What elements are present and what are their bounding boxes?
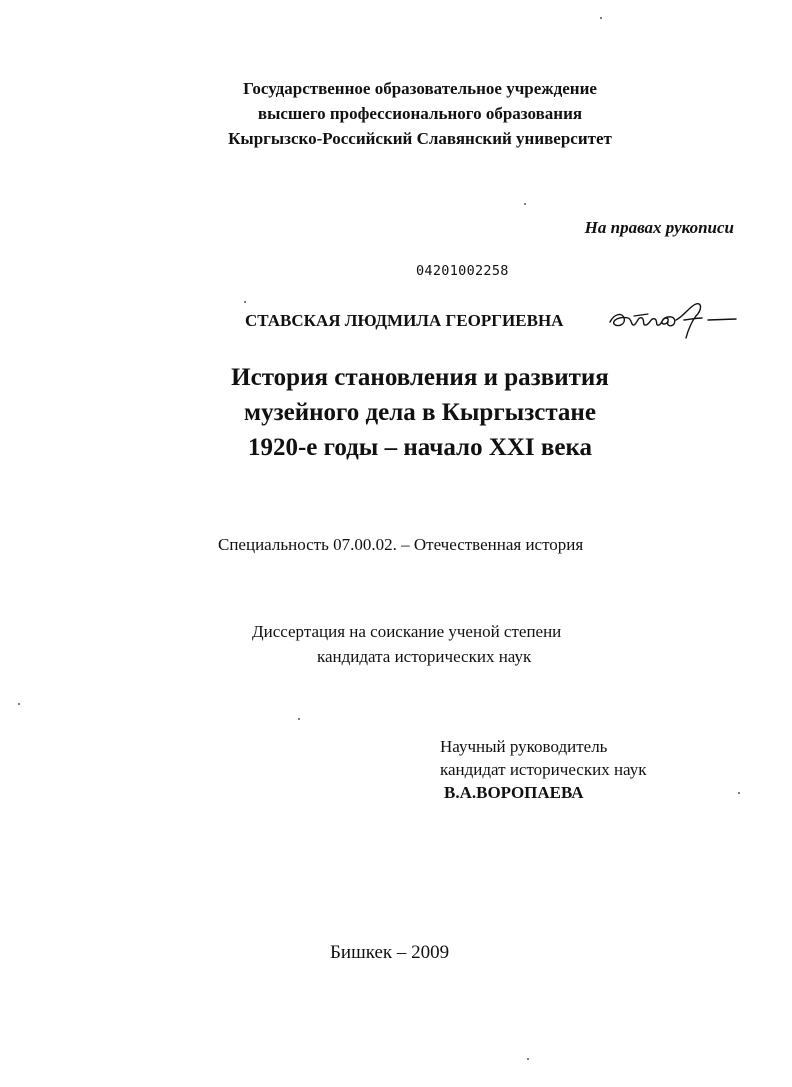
- scan-speck: [244, 301, 246, 303]
- scan-speck: [600, 17, 602, 19]
- scan-speck: [527, 1058, 529, 1060]
- manuscript-rights-note: На правах рукописи: [584, 218, 734, 237]
- supervisor-degree: кандидат исторических наук: [440, 760, 647, 779]
- specialty-line: Специальность 07.00.02. – Отечественная история: [218, 535, 584, 554]
- title-line-1: История становления и развития: [231, 364, 609, 391]
- supervisor-name: В.А.ВОРОПАЕВА: [444, 783, 584, 802]
- scan-speck: [738, 792, 740, 794]
- institution-line-2: высшего профессионального образования: [257, 104, 583, 123]
- author-signature: [604, 296, 744, 344]
- degree-line-2: кандидата исторических наук: [317, 647, 532, 666]
- scan-speck: [298, 718, 300, 720]
- city-year: Бишкек – 2009: [330, 942, 450, 963]
- catalog-number: 04201002258: [416, 263, 509, 279]
- title-line-2: музейного дела в Кыргызстане: [244, 399, 596, 426]
- supervisor-block: [440, 735, 646, 804]
- degree-line-1: Диссертация на соискание ученой степени: [252, 622, 562, 641]
- institution-header: [0, 76, 792, 151]
- institution-line-1: Государственное образовательное учреждение: [243, 79, 597, 98]
- dissertation-title: [0, 360, 792, 465]
- scan-speck: [524, 203, 526, 205]
- supervisor-role: Научный руководитель: [440, 737, 608, 756]
- title-line-3: 1920-е годы – начало XXI века: [247, 434, 593, 461]
- institution-line-3: Кыргызско-Российский Славянский университет: [228, 129, 612, 148]
- scan-speck: [18, 703, 20, 705]
- author-name: СТАВСКАЯ ЛЮДМИЛА ГЕОРГИЕВНА: [245, 311, 564, 330]
